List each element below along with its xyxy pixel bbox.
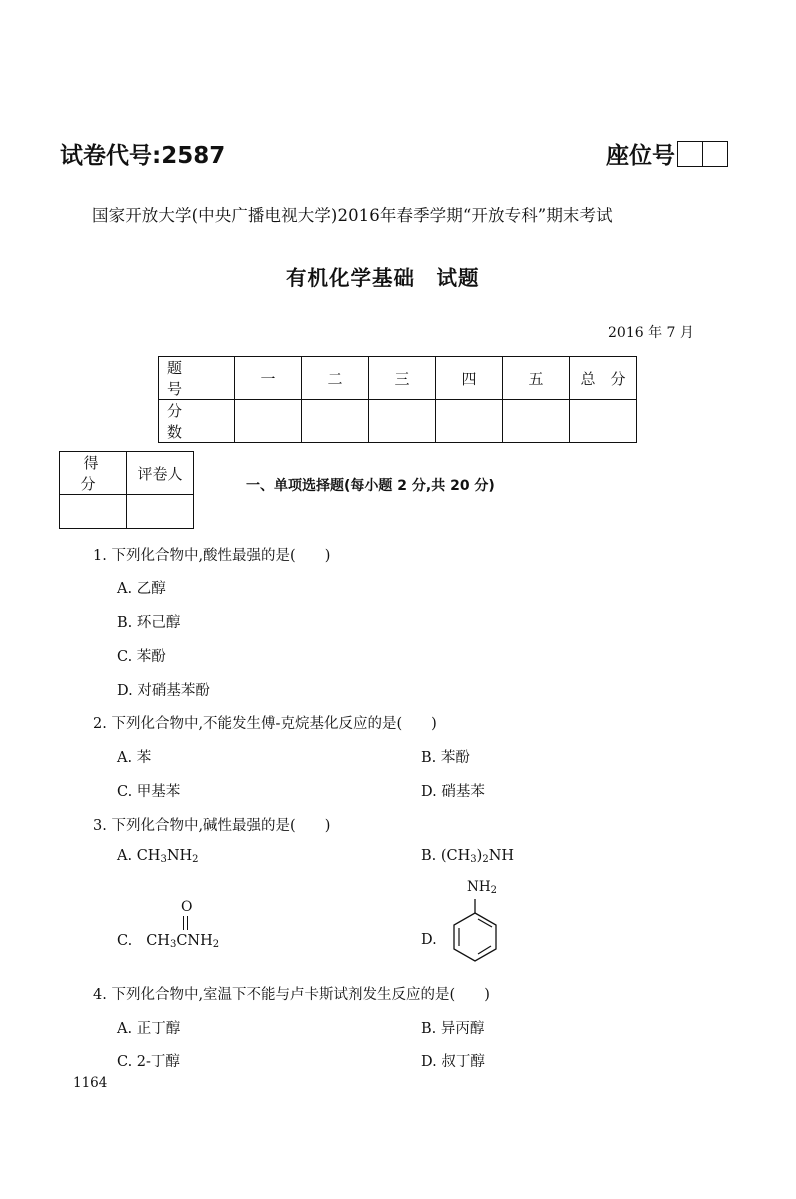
score-entry-cell[interactable] [369,400,436,443]
score-entry-cell[interactable] [503,400,570,443]
option: D. 叔丁醇 [421,1054,485,1070]
question-stem: 2. 下列化合物中,不能发生傅-克烷基化反应的是( ) [93,716,437,732]
score-entry-cell[interactable] [436,400,503,443]
exam-title-line: 国家开放大学(中央广播电视大学)2016年春季学期“开放专科”期末考试 [92,206,613,225]
option: C. 2-丁醇 [117,1054,180,1070]
grader-score-cell[interactable] [60,495,127,529]
page-number: 1164 [73,1075,108,1091]
grader-name-label: 评卷人 [127,452,194,495]
option: C. 苯酚 [117,649,166,665]
option-b-formula: B. $(CH_3)_2NH$ [421,848,515,865]
option: A. 苯 [117,750,152,766]
score-table-cell: 总 分 [570,357,637,400]
score-entry-cell[interactable] [302,400,369,443]
score-entry-cell[interactable] [235,400,302,443]
section-title: 一、单项选择题(每小题 2 分,共 20 分) [246,478,495,494]
seat-number-boxes[interactable] [677,141,728,167]
score-table-cell: 三 [369,357,436,400]
benzene-ring-icon [445,897,505,969]
option-c-formula: C. $CH_3CNH_2$ [117,933,220,950]
score-table-score-row [159,400,637,443]
score-table-cell: 一 [235,357,302,400]
score-table-cell: 分 数 [159,400,235,443]
score-table-cell: 二 [302,357,369,400]
option: B. 苯酚 [421,750,470,766]
question-stem: 3. 下列化合物中,碱性最强的是( ) [93,818,331,834]
seat-label: 座位号 [606,143,675,169]
subject-title: 有机化学基础 试题 [286,266,480,290]
carbonyl-oxygen: O [181,899,193,915]
option: D. 硝基苯 [421,784,485,800]
double-bond-icon [183,916,188,930]
question-stem: 1. 下列化合物中,酸性最强的是( ) [93,548,331,564]
grader-table [59,451,194,529]
option: B. 异丙醇 [421,1021,485,1037]
amino-group-label: $NH_2$ [467,879,497,896]
option: A. 正丁醇 [117,1021,181,1037]
grader-score-label: 得 分 [60,452,127,495]
option: B. 环己醇 [117,615,181,631]
seat-number [606,137,728,170]
score-table-header-row [159,357,637,400]
option-a-formula: A. $CH_3NH_2$ [117,848,199,865]
question-stem: 4. 下列化合物中,室温下不能与卢卡斯试剂发生反应的是( ) [93,987,490,1003]
exam-date: 2016 年 7 月 [608,325,694,341]
score-table-cell: 五 [503,357,570,400]
grader-name-cell[interactable] [127,495,194,529]
score-table-cell: 题 号 [159,357,235,400]
option: A. 乙醇 [117,581,166,597]
score-table-cell: 四 [436,357,503,400]
exam-code: 试卷代号:2587 [60,143,226,169]
score-table [158,356,637,443]
option-d-label: D. [421,932,437,948]
score-entry-cell[interactable] [570,400,637,443]
option: D. 对硝基苯酚 [117,683,210,699]
option: C. 甲基苯 [117,784,181,800]
